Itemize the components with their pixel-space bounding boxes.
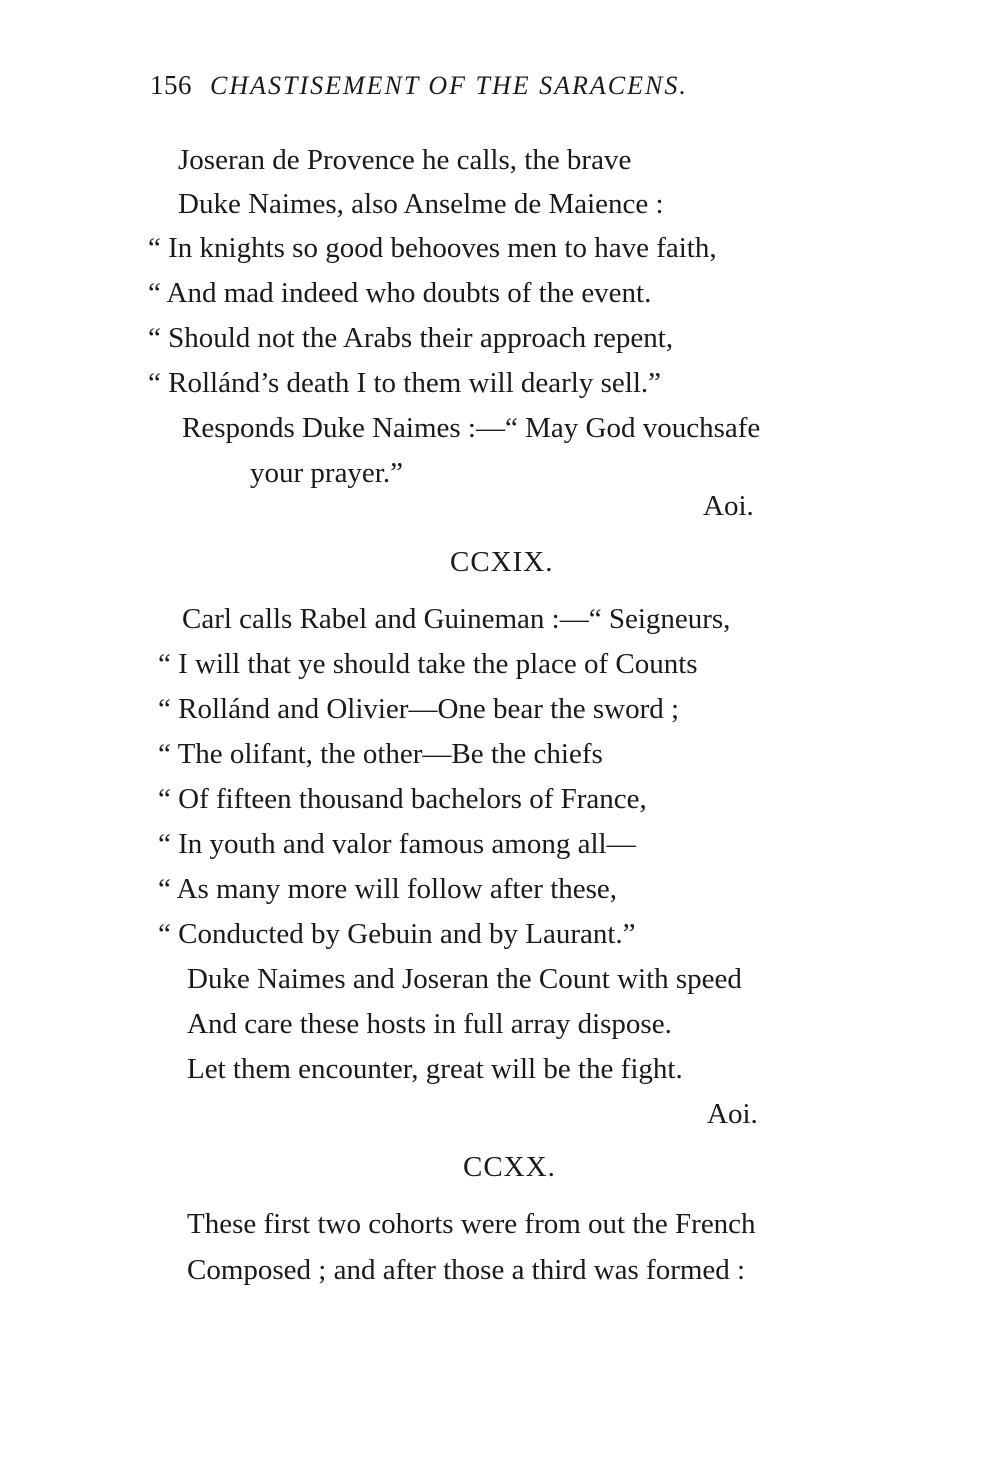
verse-line: And care these hosts in full array dispose.	[187, 1008, 672, 1040]
verse-line: “ As many more will follow after these,	[158, 873, 618, 905]
verse-line: “ Rollánd and Olivier—One bear the sword ;	[158, 693, 680, 725]
verse-line: “ In youth and valor famous among all—	[158, 828, 636, 860]
verse-line: “ Should not the Arabs their approach repent,	[148, 322, 674, 354]
verse-line: “ Conducted by Gebuin and by Laurant.”	[158, 918, 636, 950]
verse-line: “ In knights so good behooves men to have faith,	[148, 232, 717, 264]
refrain-aoi: Aoi.	[707, 1098, 758, 1130]
verse-line: “ I will that ye should take the place of Counts	[158, 648, 698, 680]
verse-line: Composed ; and after those a third was formed :	[187, 1254, 746, 1286]
verse-line: your prayer.”	[250, 457, 403, 489]
verse-line: “ And mad indeed who doubts of the event.	[148, 277, 652, 309]
verse-line: “ Of fifteen thousand bachelors of France,	[158, 783, 647, 815]
verse-line: These first two cohorts were from out the French	[187, 1208, 756, 1240]
verse-line: Duke Naimes, also Anselme de Maience :	[178, 188, 664, 220]
verse-line: Joseran de Provence he calls, the brave	[178, 144, 632, 176]
verse-line: “ The olifant, the other—Be the chiefs	[158, 738, 603, 770]
stanza-heading: CCXIX.	[450, 546, 554, 578]
verse-line: Responds Duke Naimes :—“ May God vouchsafe	[182, 412, 761, 444]
verse-line: Carl calls Rabel and Guineman :—“ Seigneurs,	[182, 603, 731, 635]
page-number: 156	[150, 70, 192, 100]
verse-line: “ Rollánd’s death I to them will dearly sell.”	[148, 367, 662, 399]
refrain-aoi: Aoi.	[703, 490, 754, 522]
verse-line: Duke Naimes and Joseran the Count with speed	[187, 963, 742, 995]
running-title: CHASTISEMENT OF THE SARACENS.	[210, 71, 688, 100]
running-header	[150, 70, 688, 101]
stanza-heading: CCXX.	[463, 1151, 556, 1183]
verse-line: Let them encounter, great will be the fight.	[187, 1053, 683, 1085]
